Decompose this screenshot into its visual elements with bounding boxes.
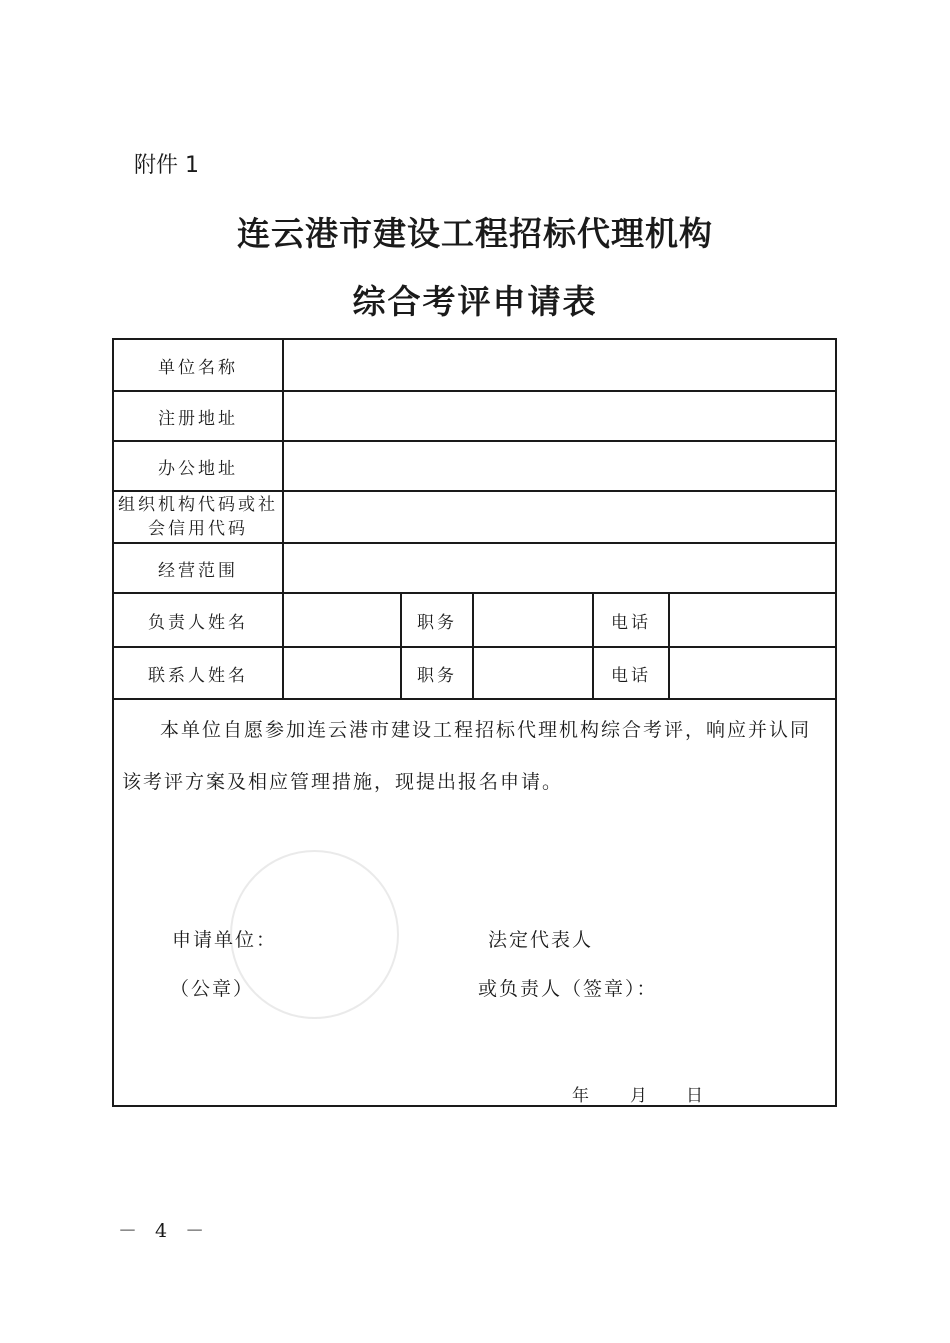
label-org-code-line2: 会信用代码	[148, 519, 248, 539]
form-row-org-code	[114, 492, 835, 542]
form-row-office-address	[114, 442, 835, 490]
label-org-code	[114, 492, 284, 542]
application-statement: 本单位自愿参加连云港市建设工程招标代理机构综合考评，响应并认同该考评方案及相应管理措施，现提出报名申请。	[122, 719, 812, 793]
business-scope-field[interactable]	[284, 544, 835, 592]
page-number: － 4 －	[118, 1220, 211, 1242]
page-subtitle: 综合考评申请表	[352, 282, 598, 321]
leader-phone-field[interactable]	[670, 594, 835, 646]
label-contact-name: 联系人姓名	[114, 648, 284, 698]
label-office-address: 办公地址	[114, 442, 284, 490]
label-leader-phone: 电话	[594, 594, 670, 646]
label-contact-position: 职务	[402, 648, 474, 698]
leader-position-field[interactable]	[474, 594, 594, 646]
unit-name-field[interactable]	[284, 340, 835, 390]
contact-phone-field[interactable]	[670, 648, 835, 698]
office-address-field[interactable]	[284, 442, 835, 490]
label-org-code-line1: 组织机构代码或社	[118, 495, 278, 515]
leader-name-field[interactable]	[284, 594, 402, 646]
form-row-leader	[114, 594, 835, 646]
attachment-label: 附件 1	[134, 153, 199, 178]
applicant-label: 申请单位：	[172, 929, 278, 951]
label-reg-address: 注册地址	[114, 392, 284, 440]
contact-position-field[interactable]	[474, 648, 594, 698]
form-row-unit-name	[114, 340, 835, 390]
form-row-business-scope	[114, 544, 835, 592]
seal-label: （公章）	[170, 978, 255, 1000]
date-day: 日	[686, 1086, 705, 1106]
contact-name-field[interactable]	[284, 648, 402, 698]
form-row-contact	[114, 648, 835, 698]
label-leader-position: 职务	[402, 594, 474, 646]
label-contact-phone: 电话	[594, 648, 670, 698]
legal-rep-label: 法定代表人	[488, 929, 594, 951]
org-code-field[interactable]	[284, 492, 835, 542]
reg-address-field[interactable]	[284, 392, 835, 440]
or-leader-label: 或负责人（签章）：	[478, 978, 658, 1000]
page-title: 连云港市建设工程招标代理机构	[237, 214, 713, 253]
label-leader-name: 负责人姓名	[114, 594, 284, 646]
date-year: 年	[572, 1086, 591, 1106]
date-month: 月	[630, 1086, 649, 1106]
form-row-reg-address	[114, 392, 835, 440]
label-unit-name: 单位名称	[114, 340, 284, 390]
label-business-scope: 经营范围	[114, 544, 284, 592]
